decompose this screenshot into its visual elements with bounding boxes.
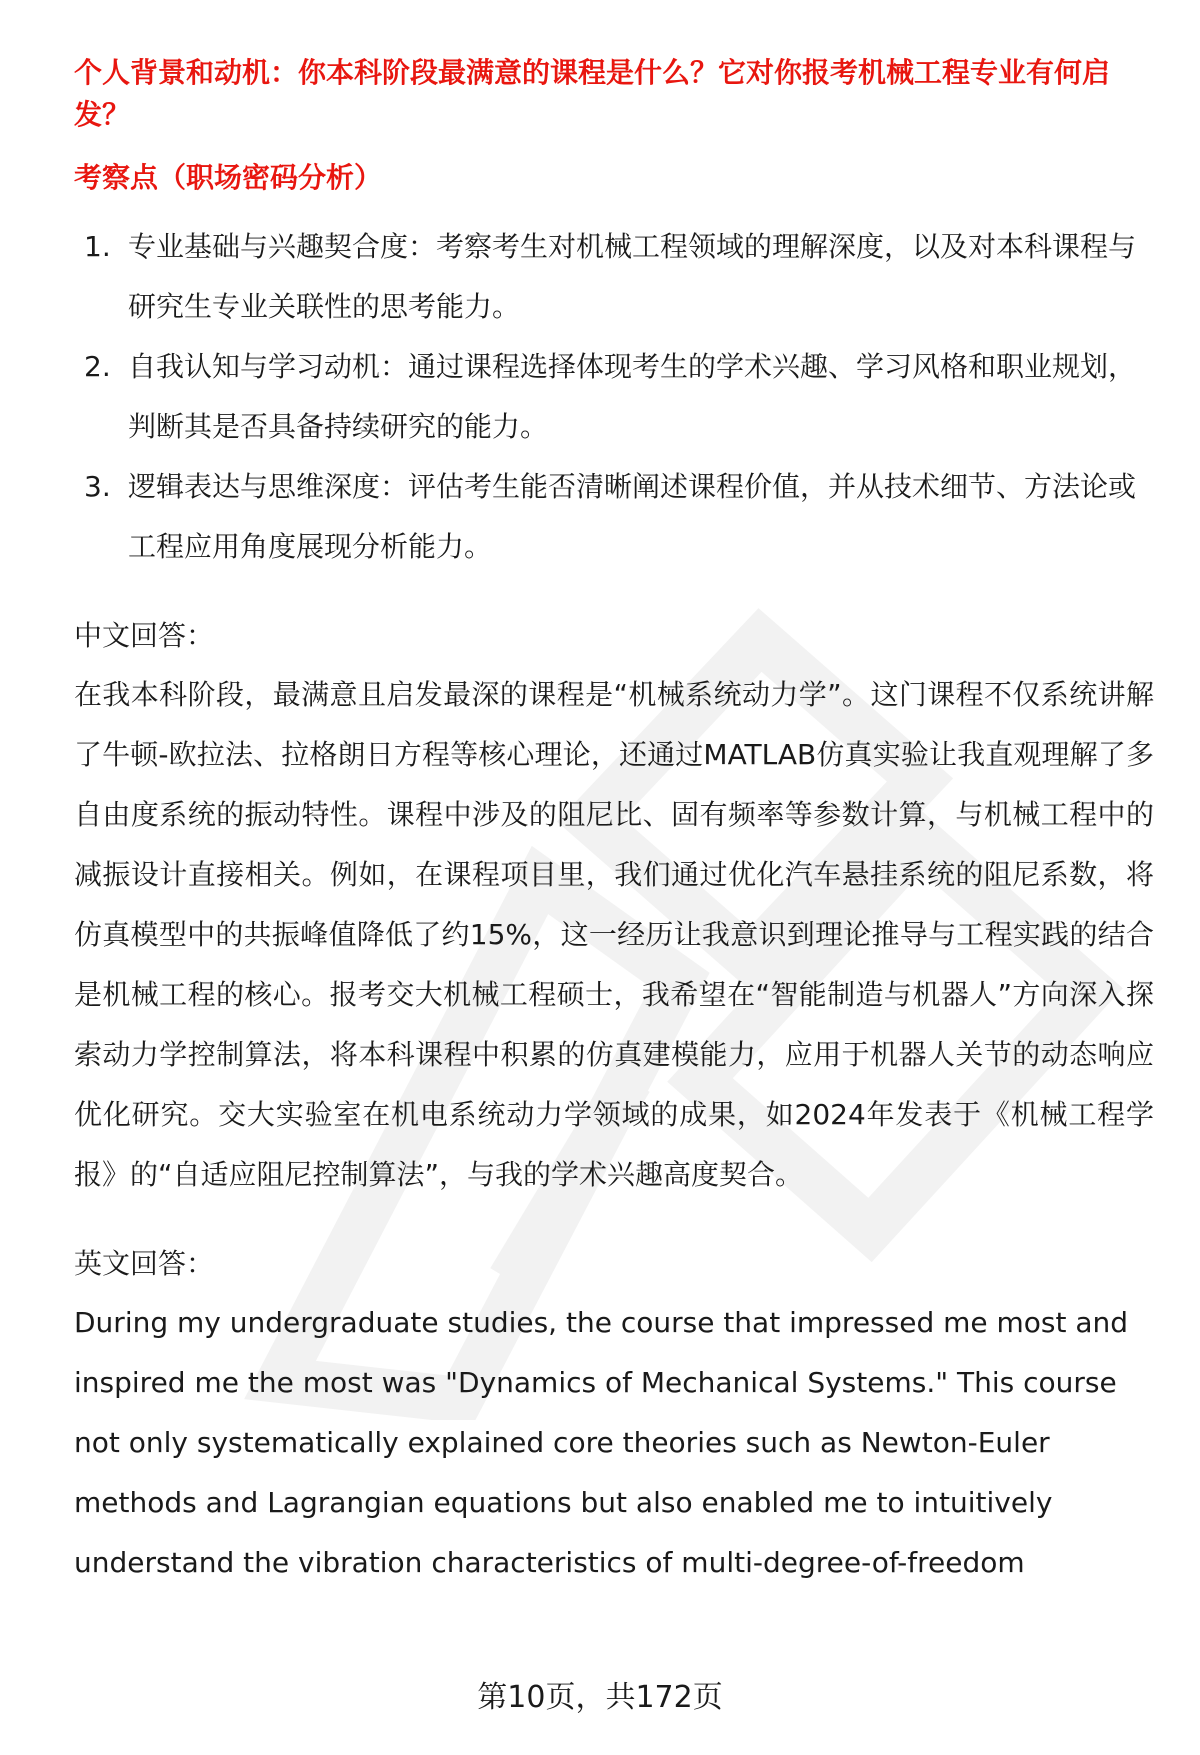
english-answer-label: 英文回答： bbox=[74, 1247, 215, 1280]
list-item bbox=[74, 337, 1154, 457]
question-heading: 个人背景和动机：你本科阶段最满意的课程是什么？它对你报考机械工程专业有何启发？ bbox=[74, 56, 1111, 131]
list-item bbox=[74, 217, 1154, 337]
page-number: 第10页，共172页 bbox=[477, 1680, 723, 1715]
list-number: 2. bbox=[84, 350, 111, 383]
list-number: 1. bbox=[84, 230, 111, 263]
page-content bbox=[74, 52, 1154, 1593]
list-item-text: 逻辑表达与思维深度：评估考生能否清晰阐述课程价值，并从技术细节、方法论或工程应用角度展现分析能力。 bbox=[128, 470, 1137, 563]
list-item-text: 自我认知与学习动机：通过课程选择体现考生的学术兴趣、学习风格和职业规划，判断其是否具备持续研究的能力。 bbox=[128, 350, 1137, 443]
assessment-points-list bbox=[74, 217, 1154, 577]
list-number: 3. bbox=[84, 470, 111, 503]
list-item-text: 专业基础与兴趣契合度：考察考生对机械工程领域的理解深度，以及对本科课程与研究生专业关联性的思考能力。 bbox=[128, 230, 1137, 323]
list-item bbox=[74, 457, 1154, 577]
chinese-answer-label: 中文回答： bbox=[74, 619, 215, 652]
assessment-points-heading: 考察点（职场密码分析） bbox=[74, 161, 383, 194]
english-answer-text: During my undergraduate studies, the course that impressed me most and inspired me the most was "Dynamics of Mechanical Systems." This course not only systematically explained core theories such as Newton-Euler methods and Lagrangian equations but also enabled me to intuitively understand the vibration characteristics of multi-degree-of-freedom bbox=[74, 1306, 1129, 1579]
chinese-answer-text: 在我本科阶段，最满意且启发最深的课程是“机械系统动力学”。这门课程不仅系统讲解了牛顿-欧拉法、拉格朗日方程等核心理论，还通过MATLAB仿真实验让我直观理解了多自由度系统的振动特性。课程中涉及的阻尼比、固有频率等参数计算，与机械工程中的减振设计直接相关。例如，在课程项目里，我们通过优化汽车悬挂系统的阻尼系数，将仿真模型中的共振峰值降低了约15%，这一经历让我意识到理论推导与工程实践的结合是机械工程的核心。报考交大机械工程硕士，我希望在“智能制造与机器人”方向深入探索动力学控制算法，将本科课程中积累的仿真建模能力，应用于机器人关节的动态响应优化研究。交大实验室在机电系统动力学领域的成果，如2024年发表于《机械工程学报》的“自适应阻尼控制算法”，与我的学术兴趣高度契合。 bbox=[74, 678, 1154, 1191]
